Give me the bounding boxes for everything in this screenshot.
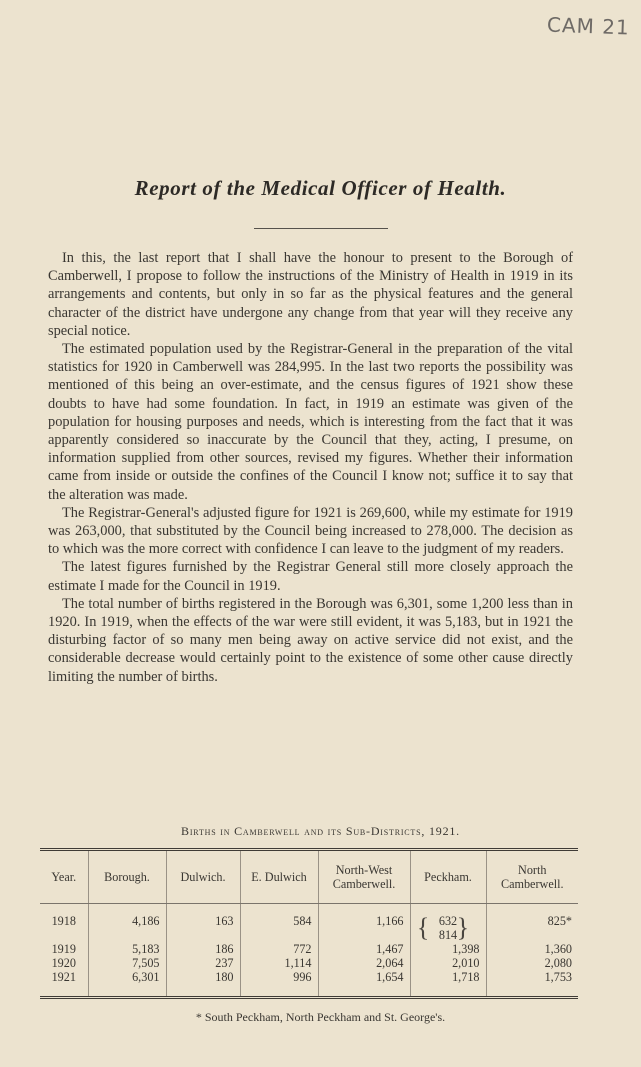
cell-peckham <box>410 904 486 943</box>
header-east-dulwich: E. Dulwich <box>240 850 318 904</box>
right-brace-icon: } <box>456 913 470 942</box>
handwritten-annotation: CAM 21 <box>546 12 631 40</box>
table-caption: Births in Camberwell and its Sub-Districts, 1921. <box>181 824 460 838</box>
cell-north: 825* <box>486 904 578 943</box>
cell-north-west: 2,064 <box>318 956 410 970</box>
cell-dulwich: 237 <box>166 956 240 970</box>
cell-peckham: 1,718 <box>410 970 486 998</box>
header-north-west-camberwell <box>318 850 410 904</box>
cell-north: 2,080 <box>486 956 578 970</box>
cell-north: 1,360 <box>486 942 578 956</box>
cell-year: 1918 <box>51 914 76 928</box>
births-table <box>40 848 578 999</box>
cell-borough: 6,301 <box>88 970 166 998</box>
cell-dulwich: 186 <box>166 942 240 956</box>
cell-year: 1921 <box>51 970 76 984</box>
cell-east-dulwich: 772 <box>240 942 318 956</box>
cell-north-west: 1,467 <box>318 942 410 956</box>
cell-east-dulwich: 1,114 <box>240 956 318 970</box>
cell-year: 1920 <box>51 956 76 970</box>
header-north-line2: Camberwell. <box>500 877 564 891</box>
header-north-line1: North <box>518 863 547 877</box>
paragraph: The latest figures furnished by the Registrar General still more closely approach the estimate I made for the Council in 1919. <box>48 559 573 594</box>
table-header-row <box>40 850 578 904</box>
table-footnote: * South Peckham, North Peckham and St. George's. <box>195 1010 446 1024</box>
header-dulwich: Dulwich. <box>166 850 240 904</box>
title-divider <box>254 228 388 229</box>
cell-east-dulwich: 584 <box>240 904 318 943</box>
cell-dulwich: 180 <box>166 970 240 998</box>
header-year: Year. <box>40 850 88 904</box>
cell-borough: 7,505 <box>88 956 166 970</box>
table-row <box>40 970 578 998</box>
report-title: Report of the Medical Officer of Health. <box>134 176 507 200</box>
header-borough: Borough. <box>88 850 166 904</box>
paragraph: The Registrar-General's adjusted figure for 1921 is 269,600, while my estimate for 1919 was 263,000, that substituted by the Council being increased to 278,000. The decision as to which was the more correct with confidence I can leave to the judgment of my readers. <box>48 504 573 558</box>
cell-north: 1,753 <box>486 970 578 998</box>
paragraph: The estimated population used by the Registrar-General in the preparation of the vital statistics for 1920 in Camberwell was 284,995. In the last two reports the possibility was mentioned of this being an over-estimate, and the census figures of 1921 show these doubts to have had some foundation. In fact, in 1919 an estimate was given of the population for housing purposes and needs, which is interesting from the fact that it was apparently considered so inaccurate by the Council that they, acting, I presume, on information supplied from other sources, revised my figures. Whether their information came from inside or outside the confines of the Council I know not; suffice it to say that the alteration was made. <box>48 341 573 503</box>
cell-borough: 5,183 <box>88 942 166 956</box>
header-north-west-line2: Camberwell. <box>332 877 396 891</box>
cell-borough: 4,186 <box>88 904 166 943</box>
peckham-value-b: 814 <box>438 928 458 942</box>
cell-east-dulwich: 996 <box>240 970 318 998</box>
cell-north-west: 1,166 <box>318 904 410 943</box>
table-row <box>40 942 578 956</box>
table-row <box>40 904 578 943</box>
cell-peckham: 1,398 <box>410 942 486 956</box>
header-north-camberwell <box>486 850 578 904</box>
cell-peckham: 2,010 <box>410 956 486 970</box>
peckham-split-values <box>416 913 470 942</box>
table-row <box>40 956 578 970</box>
paragraph: The total number of births registered in the Borough was 6,301, some 1,200 less than in 1920. In 1919, when the effects of the war were still evident, it was 5,183, but in 1921 the disturbing factor of so many men being away on active service did not exist, and the considerable decrease would certainly point to the existence of some other cause directly limiting the number of births. <box>48 595 573 685</box>
paragraph: In this, the last report that I shall have the honour to present to the Borough of Camberwell, I propose to follow the instructions of the Ministry of Health in 1919 in its arrangements and contents, but only in so far as the physical features and the general character of the district have undergone any change from that year will they receive any special notice. <box>48 250 573 339</box>
header-north-west-line1: North-West <box>335 863 393 877</box>
report-body <box>48 249 573 686</box>
cell-dulwich: 163 <box>166 904 240 943</box>
left-brace-icon: { <box>416 913 430 942</box>
header-peckham: Peckham. <box>410 850 486 904</box>
peckham-value-a: 632 <box>438 914 458 928</box>
cell-year: 1919 <box>51 942 76 956</box>
cell-north-west: 1,654 <box>318 970 410 998</box>
